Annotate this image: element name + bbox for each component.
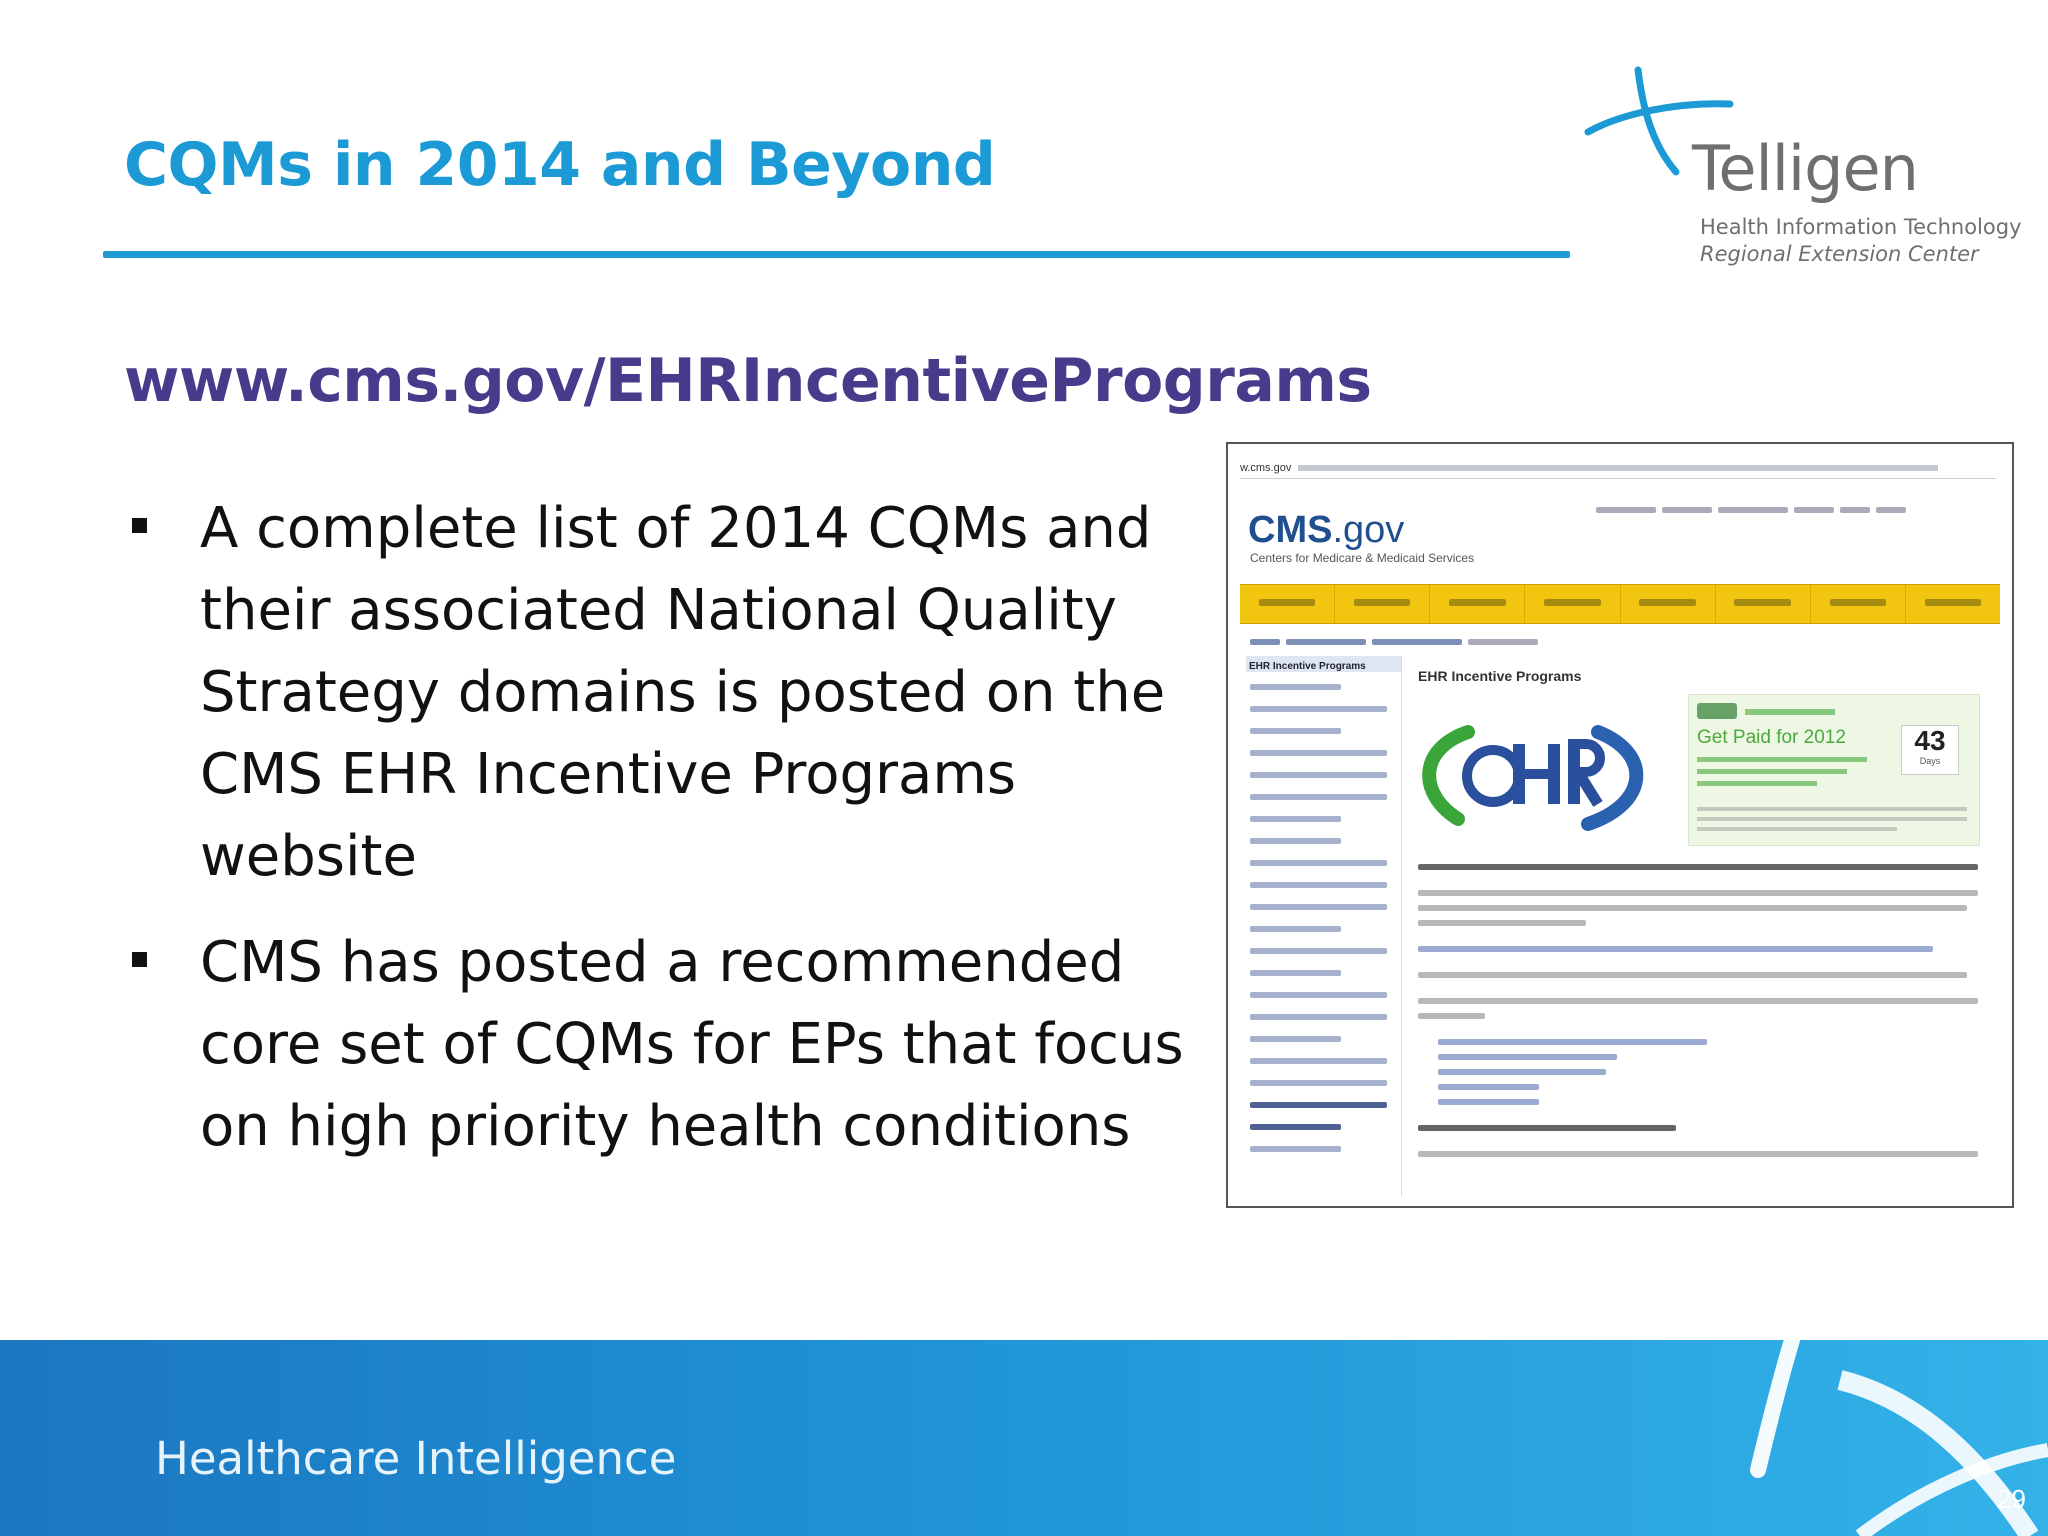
cms-logo bbox=[1248, 509, 1404, 552]
cms-logo-text: CMS bbox=[1248, 509, 1333, 551]
bullet-item bbox=[120, 922, 1190, 1168]
cms-website-screenshot bbox=[1226, 442, 2014, 1208]
cms-nav-bar bbox=[1240, 584, 2000, 624]
nav-cell bbox=[1621, 585, 1716, 623]
nav-cell bbox=[1335, 585, 1430, 623]
deadline-countdown-box bbox=[1688, 694, 1980, 846]
nav-cell bbox=[1240, 585, 1335, 623]
bullet-item bbox=[120, 488, 1190, 898]
page-number: 29 bbox=[1997, 1484, 2026, 1514]
telligen-wordmark: Telligen bbox=[1692, 132, 1918, 205]
nav-cell bbox=[1716, 585, 1811, 623]
days-counter bbox=[1901, 725, 1959, 775]
footer-swoosh-icon bbox=[1620, 1340, 2048, 1536]
cms-subtitle: Centers for Medicare & Medicaid Services bbox=[1250, 551, 1475, 565]
left-nav-heading bbox=[1246, 656, 1401, 672]
ehr-logo-icon bbox=[1418, 714, 1648, 834]
top-links bbox=[1590, 500, 1990, 508]
telligen-logo bbox=[1580, 62, 2022, 272]
cms-logo-suffix: .gov bbox=[1332, 509, 1405, 551]
cms-url-heading: www.cms.gov/EHRIncentivePrograms bbox=[124, 346, 1372, 416]
left-nav bbox=[1246, 656, 1402, 1196]
days-label: Days bbox=[1919, 756, 1941, 766]
footer-tagline: Healthcare Intelligence bbox=[155, 1432, 677, 1485]
breadcrumb bbox=[1250, 632, 1650, 640]
page-body-text bbox=[1418, 864, 1978, 1166]
bullet-marker-icon bbox=[132, 518, 147, 533]
logo-tagline-2: Regional Extension Center bbox=[1700, 242, 1979, 266]
bullet-marker-icon bbox=[132, 952, 147, 967]
logo-tagline-1: Health Information Technology bbox=[1700, 215, 2022, 239]
footer-band bbox=[0, 1340, 2048, 1536]
ehr-page-title: EHR Incentive Programs bbox=[1418, 668, 1582, 684]
bullet-text: CMS has posted a recommended core set of CQMs for EPs that focus on high priority health conditions bbox=[200, 930, 1184, 1159]
bullet-list bbox=[120, 488, 1190, 1192]
left-nav-heading-text: EHR Incentive Programs bbox=[1249, 661, 1366, 672]
days-count: 43 bbox=[1914, 725, 1946, 756]
slide-title: CQMs in 2014 and Beyond bbox=[124, 130, 996, 200]
address-bar bbox=[1240, 462, 1996, 479]
title-underline bbox=[103, 251, 1570, 258]
nav-cell bbox=[1811, 585, 1906, 623]
deadline-title: Get Paid for 2012 bbox=[1697, 727, 1846, 748]
nav-cell bbox=[1525, 585, 1620, 623]
nav-cell bbox=[1430, 585, 1525, 623]
address-host: w.cms.gov bbox=[1240, 462, 1292, 474]
nav-cell bbox=[1906, 585, 2000, 623]
bullet-text: A complete list of 2014 CQMs and their associated National Quality Strategy domains is posted on the CMS EHR Incentive Programs website bbox=[200, 496, 1166, 889]
